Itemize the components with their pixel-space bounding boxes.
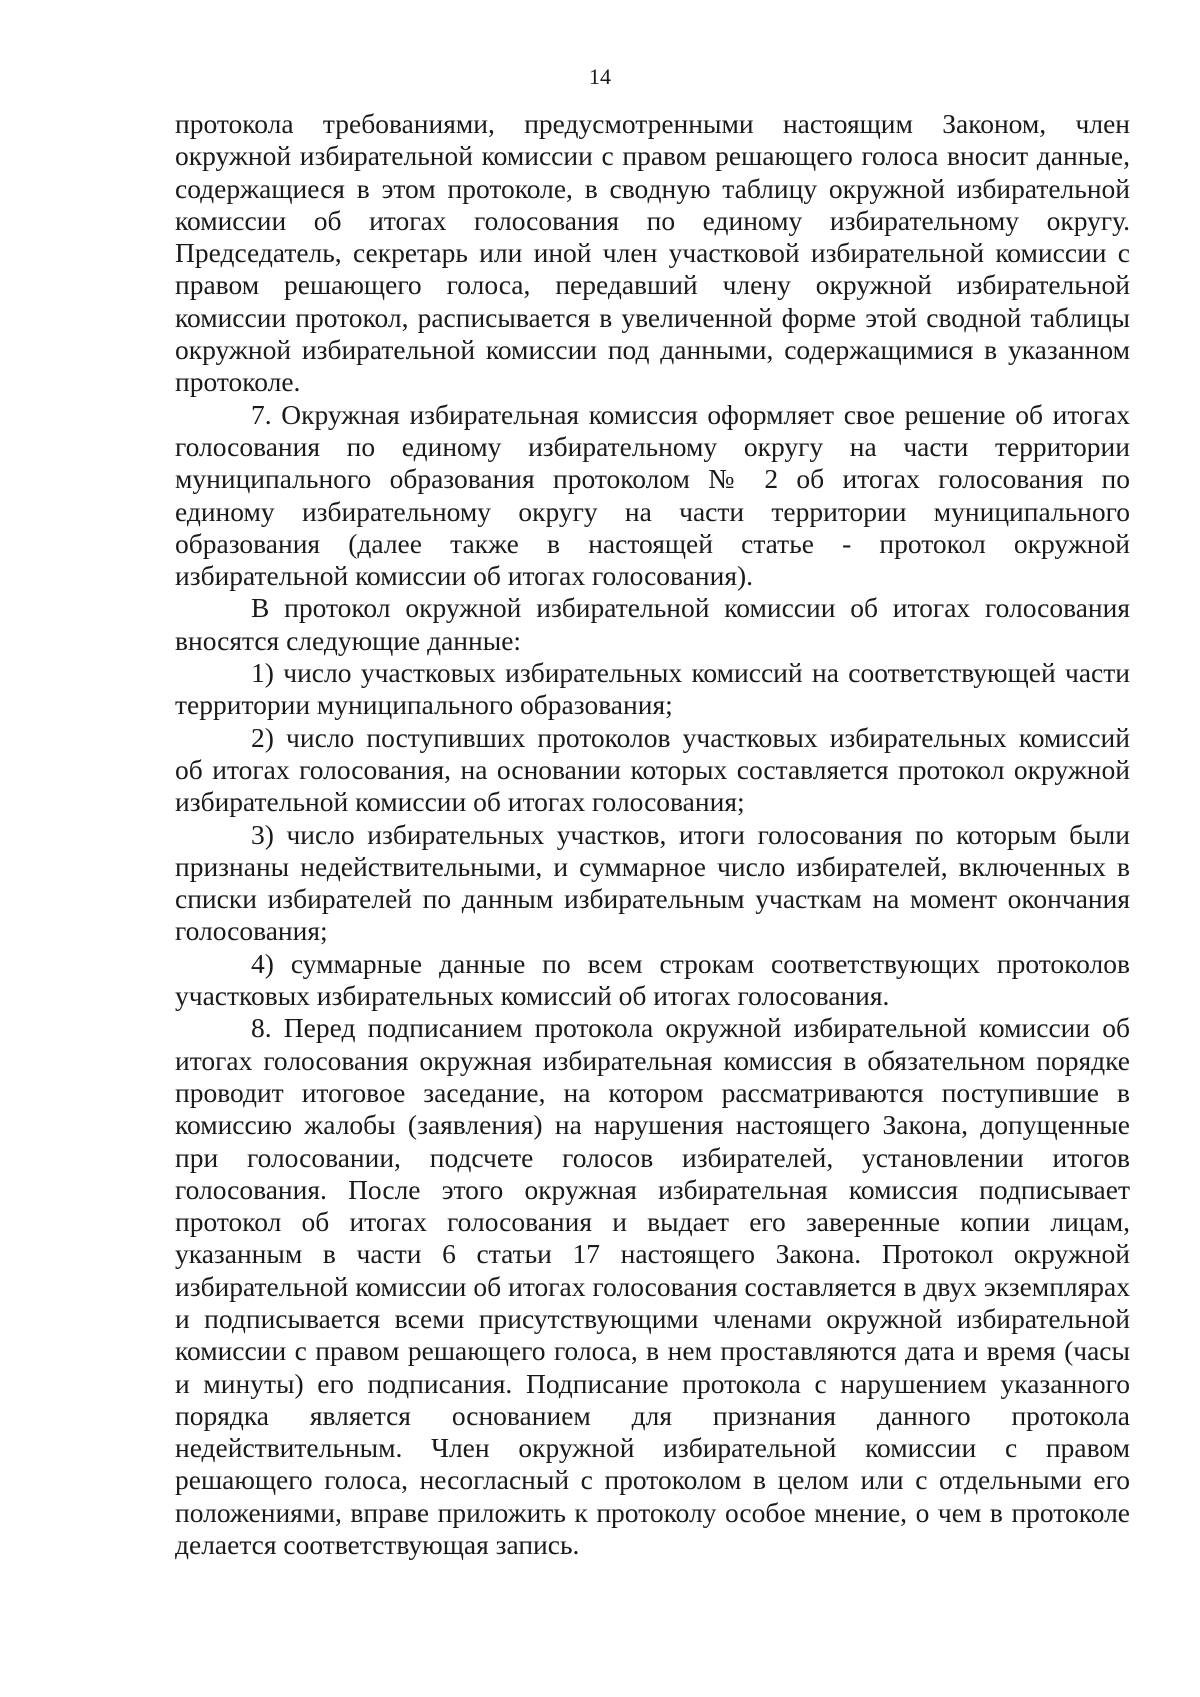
- document-body: [175, 108, 1130, 1561]
- paragraph-section-8: 8. Перед подписанием протокола окружной избирательной комиссии об итогах голосования окружная избирательная комиссия в обязательном порядке проводит итоговое заседание, на котором рассматриваются поступившие в комиссию жалобы (заявления) на нарушения настоящего Закона, допущенные при голосовании, подсчете голосов избирателей, установлении итогов голосования. После этого окружная избирательная комиссия подписывает протокол об итогах голосования и выдает его заверенные копии лицам, указанным в части 6 статьи 17 настоящего Закона. Протокол окружной избирательной комиссии об итогах голосования составляется в двух экземплярах и подписывается всеми присутствующими членами окружной избирательной комиссии с правом решающего голоса, в нем проставляются дата и время (часы и минуты) его подписания. Подписание протокола с нарушением указанного порядка является основанием для признания данного протокола недействительным. Член окружной избирательной комиссии с правом решающего голоса, несогласный с протоколом в целом или с отдельными его положениями, вправе приложить к протоколу особое мнение, о чем в протоколе делается соответствующая запись.: [175, 1012, 1130, 1561]
- list-item-4: 4) суммарные данные по всем строкам соответствующих протоколов участковых избирательных комиссий об итогах голосования.: [175, 947, 1130, 1012]
- paragraph-protocol-data-intro: В протокол окружной избирательной комиссии об итогах голосования вносятся следующие данные:: [175, 592, 1130, 656]
- list-item-2: 2) число поступивших протоколов участковых избирательных комиссий об итогах голосования, на основании которых составляется протокол окружной избирательной комиссии об итогах голосования;: [175, 721, 1130, 818]
- page-number: 14: [589, 64, 611, 89]
- list-item-1: 1) число участковых избирательных комиссий на соответствующей части территории муниципального образования;: [175, 657, 1130, 721]
- list-item-3: 3) число избирательных участков, итоги голосования по которым были признаны недействительными, и суммарное число избирателей, включенных в списки избирателей по данным избирательным участкам на момент окончания голосования;: [175, 818, 1130, 947]
- paragraph-continuation: протокола требованиями, предусмотренными настоящим Законом, член окружной избирательной комиссии с правом решающего голоса вносит данные, содержащиеся в этом протоколе, в сводную таблицу окружной избирательной комиссии об итогах голосования по единому избирательному округу. Председатель, секретарь или иной член участковой избирательной комиссии с правом решающего голоса, передавший члену окружной избирательной комиссии протокол, расписывается в увеличенной форме этой сводной таблицы окружной избирательной комиссии под данными, содержащимися в указанном протоколе.: [175, 108, 1130, 398]
- paragraph-section-7: 7. Окружная избирательная комиссия оформляет свое решение об итогах голосования по единому избирательному округу на части территории муниципального образования протоколом № 2 об итогах голосования по единому избирательному округу на части территории муниципального образования (далее также в настоящей статье - протокол окружной избирательной комиссии об итогах голосования).: [175, 398, 1130, 592]
